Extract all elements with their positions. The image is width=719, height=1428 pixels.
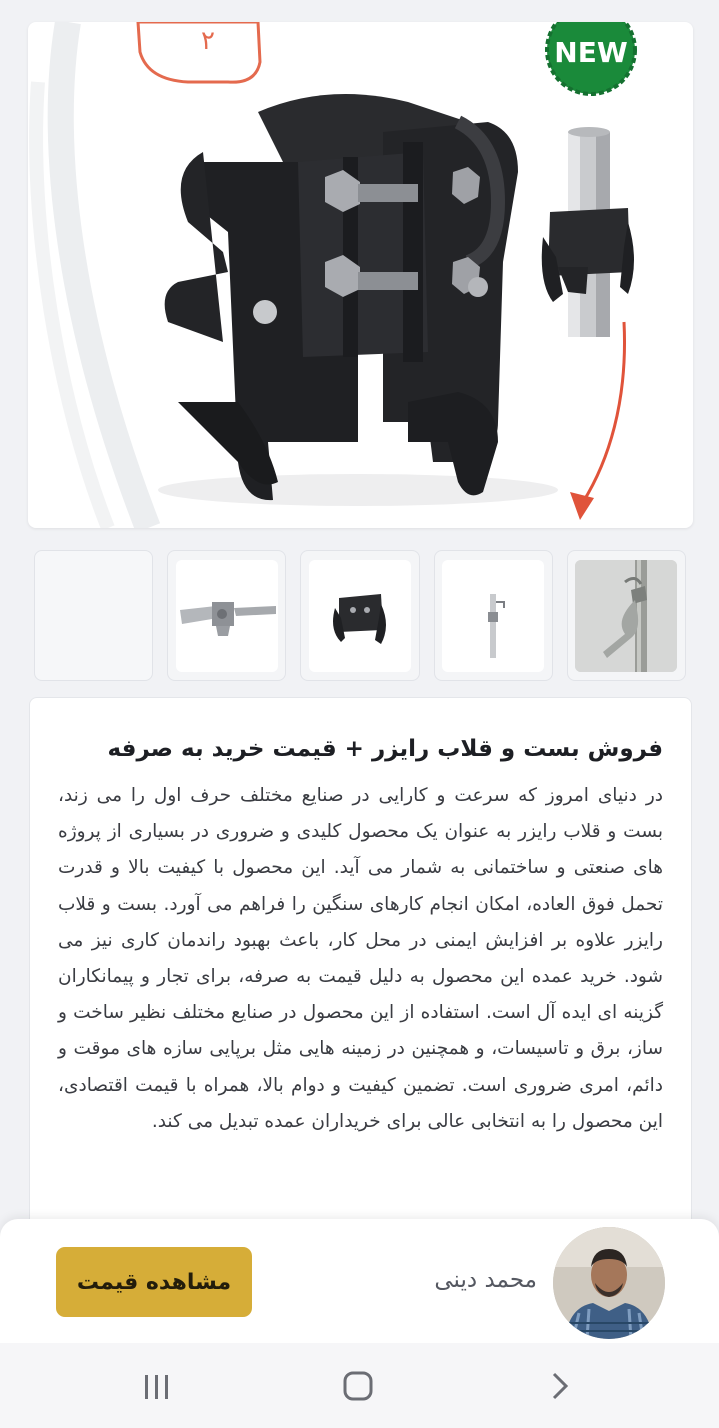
black-clamp-main (165, 94, 518, 500)
thumbnail-item[interactable] (300, 550, 419, 681)
new-badge-text: NEW (554, 36, 628, 69)
thumb-black-clamp (309, 560, 411, 672)
thumbnail-item[interactable] (567, 550, 686, 681)
product-title: فروش بست و قلاب رایزر + قیمت خرید به صرفه (107, 736, 663, 762)
system-navigation-bar (0, 1343, 719, 1428)
hero-illustration (28, 22, 693, 528)
seller-avatar[interactable] (553, 1227, 665, 1339)
speech-bubble (138, 22, 260, 82)
new-badge (547, 22, 635, 94)
home-icon[interactable] (338, 1369, 378, 1403)
back-icon[interactable] (540, 1369, 580, 1403)
avatar-image (553, 1227, 665, 1339)
seller-bar (0, 1219, 719, 1343)
thumb-metal-hook (176, 560, 278, 672)
thumbnail-item[interactable] (167, 550, 286, 681)
bubble-text: ۲ (201, 26, 215, 56)
thumbnail-item[interactable] (34, 550, 153, 681)
thumb-pole-photo (575, 560, 677, 672)
pole-illustration (542, 127, 634, 337)
thumb-pole-hook (442, 560, 544, 672)
view-price-button[interactable]: مشاهده قیمت (56, 1247, 252, 1317)
product-hero-image[interactable] (28, 22, 693, 528)
thumbnail-item[interactable] (434, 550, 553, 681)
product-description: در دنیای امروز که سرعت و کارایی در صنایع مختلف حرف اول را می زند، بست و قلاب رایزر به عنوان یک محصول کلیدی و ضروری در بسیاری از پروژه های صنعتی و ساختمانی به شمار می آید. این محصول با کیفیت بالا و قدرت تحمل فوق العاده، امکان انجام کارهای سنگین را فراهم می آورد. بست و قلاب رایزر علاوه بر افزایش ایمنی در محل کار، باعث بهبود راندمان کاری نیز می شود. خرید عمده این محصول به دلیل قیمت به صرفه، برای تجار و پیمانکاران گزینه ای ایده آل است. استفاده از این محصول در صنایع مختلف نظیر ساخت و ساز، برق و تاسیسات، و همچنین در زمینه هایی مثل برپایی سازه های موقت و دائم، امری ضروری است. تضمین کیفیت و دوام بالا، همراه با قیمت اقتصادی، این محصول را به انتخابی عالی برای خریداران عمده تبدیل می کند. (58, 785, 663, 1132)
recent-apps-icon[interactable] (137, 1369, 177, 1403)
seller-name: محمد دینی (434, 1267, 537, 1293)
product-info-card (29, 697, 692, 1257)
thumbnail-strip (34, 550, 686, 681)
